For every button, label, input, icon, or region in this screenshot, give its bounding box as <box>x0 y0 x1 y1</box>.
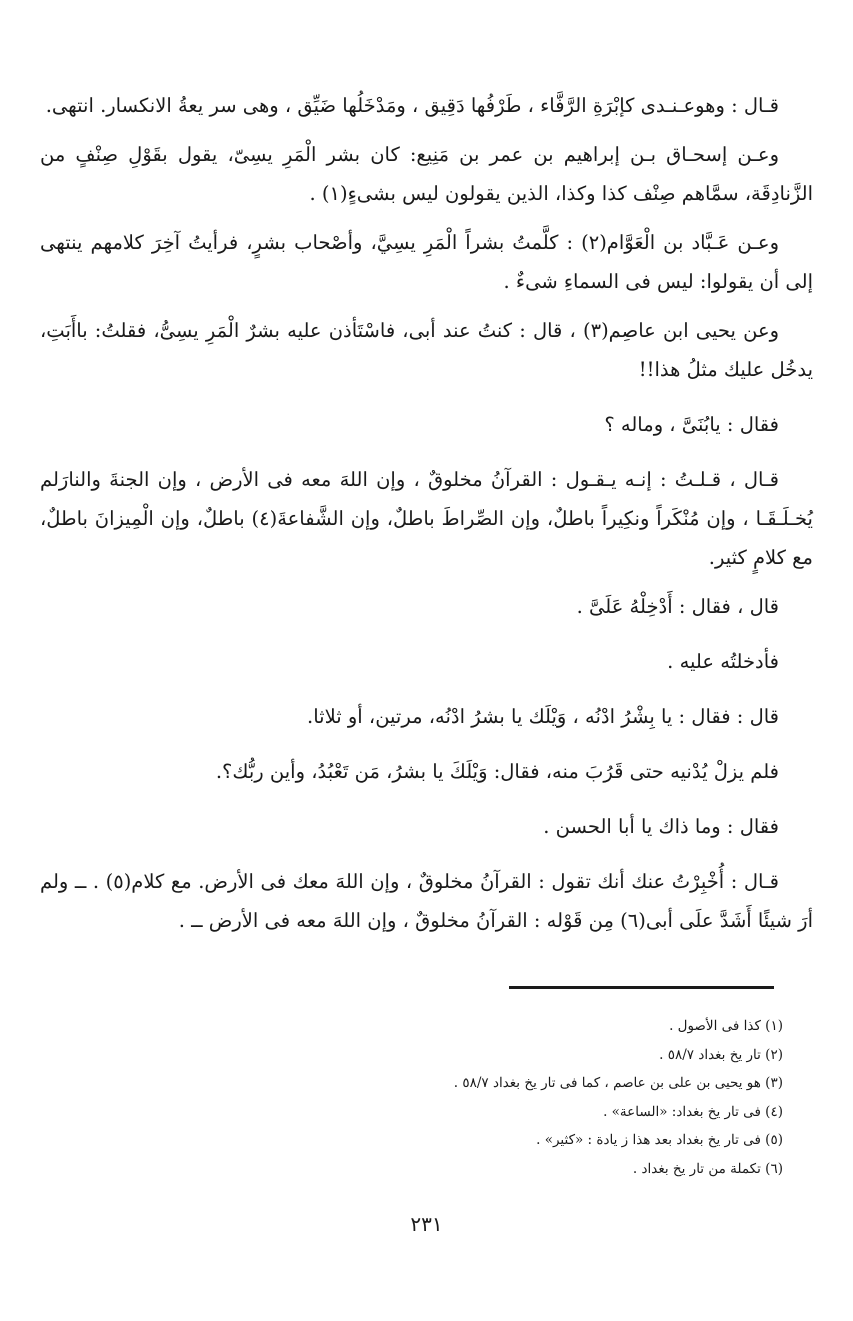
paragraph-7: قال ، فقال : أَدْخِلْهُ عَلَىَّ . <box>576 595 779 618</box>
footnotes-list <box>60 1012 783 1183</box>
paragraph-11: فقال : وما ذاك يا أبا الحسن . <box>543 815 779 838</box>
footnote-4: (٤) فى تار يخ بغداد: «الساعة» . <box>603 1103 783 1120</box>
footnote-6: (٦) تكملة من تار يخ بغداد . <box>632 1160 783 1177</box>
paragraph-9: قال : فقال : يا بِشْرُ ادْنُه ، وَيْلَك يا بشرُ ادْنُه، مرتين، أو ثلاثا. <box>307 705 779 728</box>
paragraph-8: فأدخلتُه عليه . <box>667 650 779 673</box>
paragraph-1: قـال : وهوعـنـدى كإبْرَةِ الرَّفَّاء ، طَرْفُها دَقِيق ، ومَدْخَلُها ضَيِّق ، وهى سر يعةُ الانكسار. انتهى. <box>45 94 779 117</box>
paragraph-4: وعن يحيى ابن عاصِم(٣) ، قال : كنتُ عند أبى، فاسْتَأذن عليه بشرٌ الْمَرِ يسِىُّ، فقلتُ: باأَبَتِ، يدخُل عليك مثلُ هذا!! <box>40 319 813 381</box>
footnote-1: (١) كذا فى الأصول . <box>669 1018 783 1034</box>
paragraph-2: وعـن إسحـاق بـن إبراهيم بن عمر بن مَنِيع: كان بشر الْمَرِ يسِىّ، يقول بقَوْلِ صِنْفٍ من الزَّنادِقَة، سمَّاهم صِنْف كذا وكذا، الذين يقولون ليس بشىءٍ(١) . <box>40 143 813 205</box>
footnote-5: (٥) فى تار يخ بغداد بعد هذا ز يادة : «كثير» . <box>536 1132 783 1148</box>
page-number: ٢٣١ <box>410 1212 443 1236</box>
paragraph-10: فلم يزلْ يُدْنيه حتى قَرُبَ منه، فقال: وَيْلَكَ يا بشرُ، مَن تَعْبُدُ، وأين ربُّك؟. <box>215 760 779 783</box>
main-text <box>40 86 813 950</box>
footnote-3: (٣) هو يحيى بن على بن عاصم ، كما فى تار يخ بغداد ٥٨/٧ . <box>453 1075 783 1091</box>
paragraph-12: قـال : أُخْبِرْتُ عنك أنك تقول : القرآنُ مخلوقٌ ، وإن اللهَ معك فى الأرض. مع كلام(٥) . ــ ولم أرَ شيئًا أَشَدَّ علَى أبى(٦) مِن قَوْله : القرآنُ مخلوقٌ ، وإن اللهَ معه فى الأرض ــ . <box>40 870 813 932</box>
paragraph-3: وعـن عَـبَّاد بن الْعَوَّام(٢) : كلَّمتُ بشراً الْمَرِ يسِيَّ، وأصْحاب بشرٍ، فرأيتُ آخِرَ كلامهم ينتهى إلى أن يقولوا: ليس فى السماءِ شىءٌ . <box>40 231 813 293</box>
footnote-2: (٢) تار يخ بغداد ٥٨/٧ . <box>659 1046 783 1063</box>
paragraph-6: قـال ، قـلـتُ : إنـه يـقـول : القرآنُ مخلوقٌ ، وإن اللهَ معه فى الأرض ، وإن الجنةَ والنارَلم يُخـلَـقَـا ، وإن مُنْكَراً ونكِيراً باطلٌ، وإن الصِّراطَ باطلٌ، وإن الشَّفاعةَ(٤) باطلٌ، وإن الْمِيزانَ باطلٌ، مع كلامٍ كثير. <box>40 468 813 569</box>
paragraph-5: فقال : يابُنَىَّ ، وماله ؟ <box>604 413 779 436</box>
footnote-separator <box>509 986 774 989</box>
